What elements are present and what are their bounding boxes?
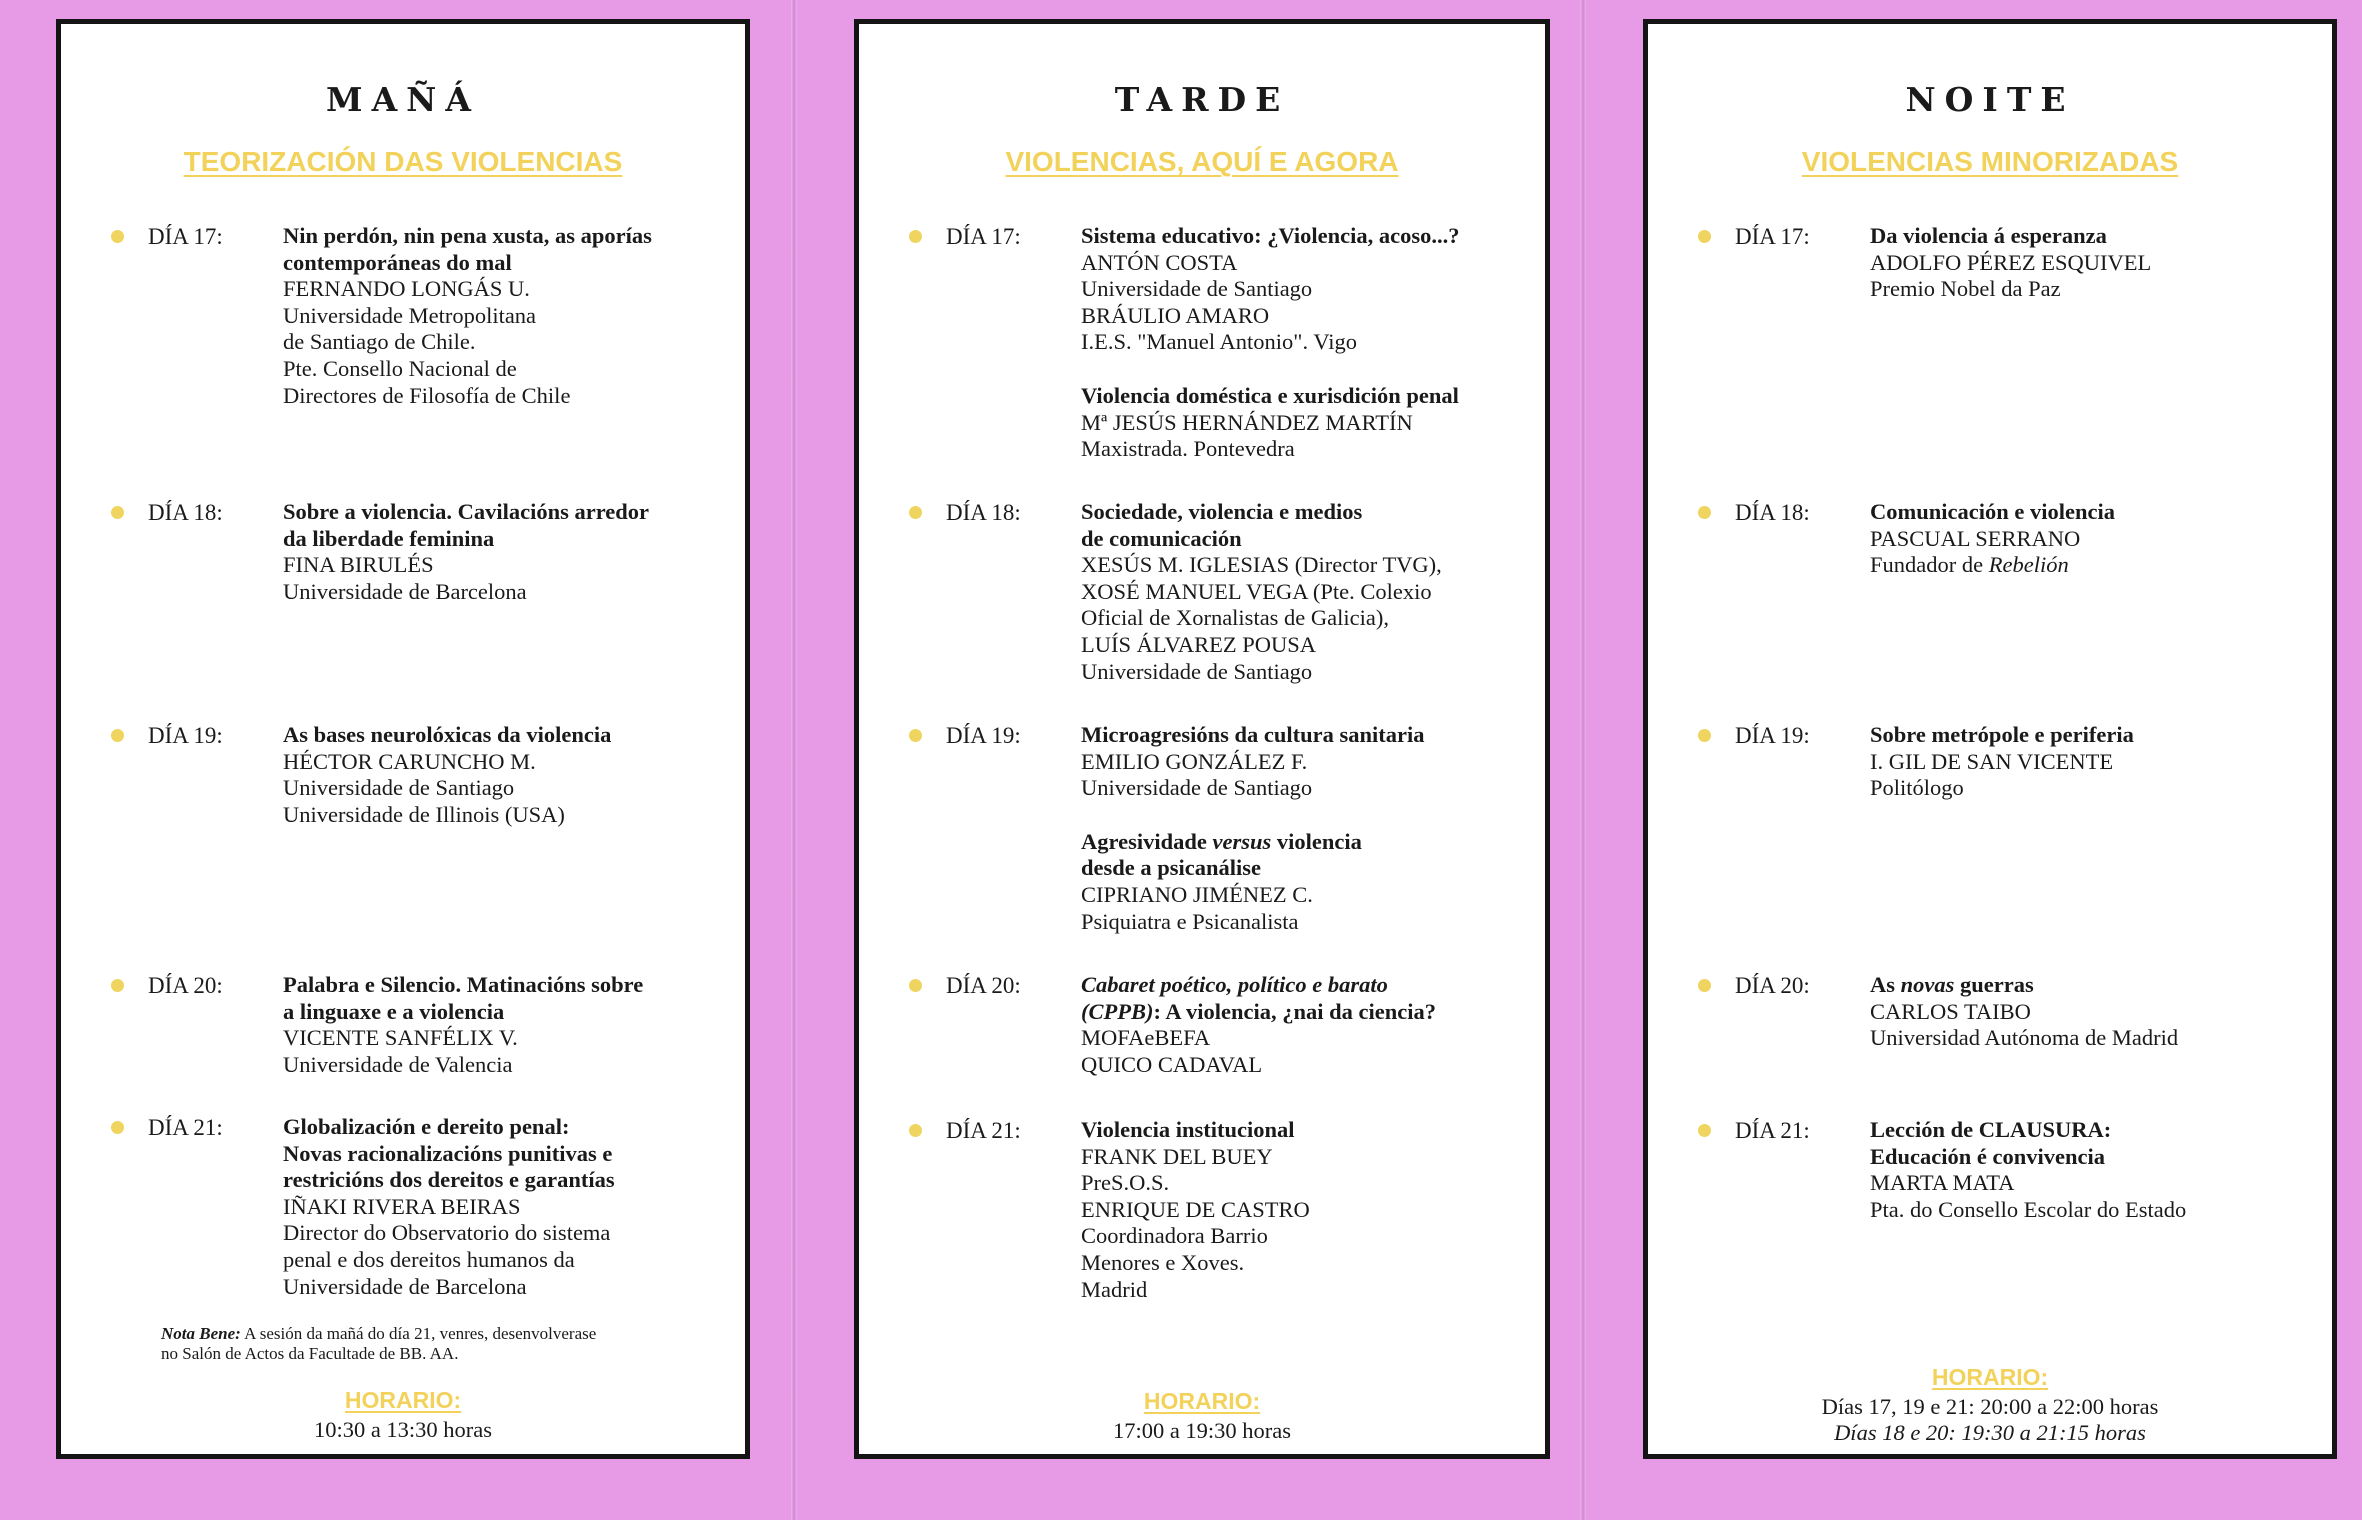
talk-line (1870, 972, 2312, 999)
talk-line-part: As (1870, 972, 1901, 997)
talk-line-part: : A violencia, ¿nai da ciencia? (1153, 998, 1437, 1024)
bullet-dot-icon (1698, 506, 1711, 519)
talk-title-line: Palabra e Silencio. Matinacións sobre (283, 972, 644, 997)
talk-line: I.E.S. "Manuel Antonio". Vigo (1081, 329, 1357, 355)
panel-title: NOITE (1905, 80, 2075, 119)
talk (1081, 722, 1525, 802)
talk-line: Mª JESÚS HERNÁNDEZ MARTÍN (1081, 409, 1413, 435)
talk-title-line: Da violencia á esperanza (1870, 223, 2107, 248)
talk-line: LUÍS ÁLVAREZ POUSA (1081, 631, 1317, 657)
talk-line: Menores e Xoves. (1081, 1249, 1245, 1275)
panel-subtitle: TEORIZACIÓN DAS VIOLENCIAS (183, 146, 623, 177)
panel-title: TARDE (1114, 80, 1290, 119)
talk-list (283, 972, 725, 1078)
horario-line: Días 17, 19 e 21: 20:00 a 22:00 horas (1821, 1394, 2159, 1419)
talk-title-line: restricións dos dereitos e garantías (283, 1167, 615, 1193)
nota-bene-label: Nota Bene: (161, 1324, 241, 1343)
talk-list (1870, 1117, 2312, 1223)
talk-line: Universidade de Santiago (1081, 775, 1313, 801)
bullet-dot-icon (111, 230, 124, 243)
talk-line: FINA BIRULÉS (283, 552, 434, 578)
panel-tarde (854, 19, 1550, 1459)
talk-line: MARTA MATA (1870, 1170, 2015, 1196)
talk (1081, 1117, 1525, 1303)
talk-line: Oficial de Xornalistas de Galicia), (1081, 605, 1390, 631)
talk-title-line: Violencia doméstica e xurisdición penal (1081, 382, 1459, 408)
bullet-dot-icon (909, 979, 922, 992)
talk-line (1870, 552, 2312, 579)
talk (283, 972, 725, 1078)
talk-title-line: Cabaret poético, político e barato (1081, 972, 1388, 997)
talk (1081, 829, 1525, 935)
day-label: DÍA 19: (1735, 723, 1810, 748)
talk (1081, 972, 1525, 1078)
talk (1870, 972, 2312, 1052)
talk-line: MOFAeBEFA (1081, 1025, 1211, 1051)
day-label: DÍA 20: (148, 973, 223, 998)
talk-title-line: Comunicación e violencia (1870, 499, 2115, 524)
day-label: DÍA 21: (1735, 1118, 1810, 1143)
panel-subtitle: VIOLENCIAS, AQUÍ E AGORA (1005, 146, 1399, 177)
bullet-dot-icon (111, 979, 124, 992)
talk-line: FRANK DEL BUEY (1081, 1143, 1273, 1169)
talk-line: Psiquiatra e Psicanalista (1081, 908, 1299, 934)
talk-line: PASCUAL SERRANO (1870, 525, 2081, 551)
talk (1870, 499, 2312, 579)
talk-line: Universidade de Illinois (USA) (283, 801, 565, 827)
bullet-dot-icon (1698, 230, 1711, 243)
day-label: DÍA 17: (148, 224, 223, 249)
talk-title-line: desde a psicanálise (1081, 855, 1262, 881)
bullet-dot-icon (909, 506, 922, 519)
bullet-dot-icon (1698, 1124, 1711, 1137)
talk-line: Madrid (1081, 1276, 1148, 1302)
talk-line: Universidade de Barcelona (283, 578, 527, 604)
bullet-dot-icon (909, 729, 922, 742)
talk-line: Universidade Metropolitana (283, 302, 537, 328)
bullet-dot-icon (111, 506, 124, 519)
talk-line: ADOLFO PÉREZ ESQUIVEL (1870, 249, 2152, 275)
horario-line: 10:30 a 13:30 horas (313, 1417, 493, 1442)
talk (1081, 499, 1525, 685)
talk (1081, 383, 1525, 463)
horario-title: HORARIO: (344, 1387, 462, 1413)
panel-subtitle: VIOLENCIAS MINORIZADAS (1801, 146, 2179, 177)
talk-line-part: novas (1900, 972, 1955, 997)
day-label: DÍA 21: (946, 1118, 1021, 1143)
talk-title-line: Microagresións da cultura sanitaria (1081, 722, 1425, 747)
day-label: DÍA 20: (946, 973, 1021, 998)
day-label: DÍA 18: (946, 500, 1021, 525)
talk-line: VICENTE SANFÉLIX V. (283, 1025, 518, 1051)
talk (1081, 223, 1525, 356)
talk (283, 1114, 725, 1300)
day-label: DÍA 18: (148, 500, 223, 525)
talk-title-line: Novas racionalizacións punitivas e (283, 1140, 613, 1166)
day-label: DÍA 19: (946, 723, 1021, 748)
talk-line: Directores de Filosofía de Chile (283, 382, 571, 408)
talk-title-line: Sistema educativo: ¿Violencia, acoso...? (1081, 223, 1460, 248)
talk-list (283, 722, 725, 828)
bullet-dot-icon (909, 1124, 922, 1137)
bullet-dot-icon (111, 729, 124, 742)
talk-line: QUICO CADAVAL (1081, 1051, 1263, 1077)
talk-line: Maxistrada. Pontevedra (1081, 436, 1295, 462)
nota-bene-line-1: A sesión da mañá do día 21, venres, desenvolverase (244, 1324, 597, 1343)
talk-line: BRÁULIO AMARO (1081, 302, 1270, 328)
nota-bene (161, 1324, 715, 1364)
bullet-dot-icon (1698, 979, 1711, 992)
talk-line: ANTÓN COSTA (1081, 249, 1238, 275)
talk-title-line: Violencia institucional (1081, 1117, 1295, 1142)
talk (1870, 1117, 2312, 1223)
talk-list (1870, 972, 2312, 1052)
day-label: DÍA 20: (1735, 973, 1810, 998)
talk-title-line: Lección de CLAUSURA: (1870, 1117, 2112, 1142)
talk-title-line: contemporáneas do mal (283, 249, 512, 275)
talk-line: Universidade de Santiago (1081, 276, 1313, 302)
talk-line (1081, 999, 1525, 1026)
talk-list (1081, 223, 1525, 463)
talk-line: EMILIO GONZÁLEZ F. (1081, 748, 1308, 774)
day-label: DÍA 19: (148, 723, 223, 748)
talk-line: Politólogo (1870, 775, 1964, 801)
panel-noite (1643, 19, 2337, 1459)
talk-list (283, 499, 725, 605)
talk-title-line: Educación é convivencia (1870, 1143, 2105, 1169)
talk-line-part: versus (1212, 828, 1272, 854)
talk (283, 223, 725, 409)
talk-line: Pta. do Consello Escolar do Estado (1870, 1196, 2187, 1222)
talk-list (1081, 499, 1525, 685)
bullet-dot-icon (1698, 729, 1711, 742)
talk-line: XESÚS M. IGLESIAS (Director TVG), (1081, 552, 1442, 578)
talk-list (283, 1114, 725, 1300)
talk-line-part: Agresividade (1081, 828, 1213, 854)
talk-line: Director do Observatorio do sistema (283, 1220, 611, 1246)
talk-line: CARLOS TAIBO (1870, 998, 2031, 1024)
talk-list (1081, 722, 1525, 935)
talk-line: Universidade de Barcelona (283, 1273, 527, 1299)
panel-title: MAÑÁ (326, 80, 480, 119)
talk-title-line: Sobre a violencia. Cavilacións arredor (283, 499, 650, 524)
day-label: DÍA 18: (1735, 500, 1810, 525)
talk-line: Universidade de Santiago (1081, 658, 1313, 684)
talk-line: penal e dos dereitos humanos da (283, 1246, 575, 1272)
talk-line: de Santiago de Chile. (283, 329, 476, 355)
talk-line: XOSÉ MANUEL VEGA (Pte. Colexio (1081, 578, 1432, 604)
horario-title: HORARIO: (1143, 1388, 1261, 1414)
talk-line: FERNANDO LONGÁS U. (283, 276, 530, 302)
talk-line: Universidad Autónoma de Madrid (1870, 1025, 2179, 1051)
talk-title-line: Sociedade, violencia e medios (1081, 499, 1363, 524)
horario-line: 17:00 a 19:30 horas (1112, 1418, 1292, 1443)
talk-line-part: (CPPB) (1081, 998, 1154, 1024)
horario-line: Días 18 e 20: 19:30 a 21:15 horas (1834, 1420, 2146, 1445)
talk-title-line: Globalización e dereito penal: (283, 1114, 570, 1139)
talk (283, 722, 725, 828)
talk-list (1081, 1117, 1525, 1303)
nota-bene-line-2: no Salón de Actos da Facultade de BB. AA. (161, 1344, 459, 1363)
talk (1870, 722, 2312, 802)
talk-line: HÉCTOR CARUNCHO M. (283, 748, 536, 774)
day-label: DÍA 17: (1735, 224, 1810, 249)
talk (1870, 223, 2312, 303)
panel-manha (56, 19, 750, 1459)
talk-line: Premio Nobel da Paz (1870, 276, 2061, 302)
day-label: DÍA 17: (946, 224, 1021, 249)
talk-line: PreS.O.S. (1081, 1170, 1170, 1196)
talk-line: Universidade de Valencia (283, 1051, 513, 1077)
day-label: DÍA 21: (148, 1115, 223, 1140)
talk-line-part: violencia (1271, 828, 1362, 854)
talk-line: IÑAKI RIVERA BEIRAS (283, 1193, 521, 1219)
talk-list (1870, 223, 2312, 303)
talk-line: Coordinadora Barrio (1081, 1223, 1268, 1249)
talk-line: CIPRIANO JIMÉNEZ C. (1081, 881, 1313, 907)
bullet-dot-icon (909, 230, 922, 243)
talk-list (1870, 499, 2312, 579)
talk-line: Universidade de Santiago (283, 775, 515, 801)
talk-line: Pte. Consello Nacional de (283, 355, 517, 381)
talk-line-part: Rebelión (1988, 552, 2069, 578)
talk-line-part: Fundador de (1870, 552, 1989, 578)
talk-title-line: a linguaxe e a violencia (283, 998, 505, 1024)
talk-list (1870, 722, 2312, 802)
talk-title-line: da liberdade feminina (283, 525, 495, 551)
talk-line (1081, 829, 1525, 856)
talk-title-line: Nin perdón, nin pena xusta, as aporías (283, 223, 652, 248)
talk-title-line: Sobre metrópole e periferia (1870, 722, 2134, 747)
talk-list (283, 223, 725, 409)
talk-line-part: guerras (1954, 972, 2034, 997)
talk-list (1081, 972, 1525, 1078)
horario-title: HORARIO: (1931, 1364, 2049, 1390)
talk-line: I. GIL DE SAN VICENTE (1870, 748, 2114, 774)
talk-line: ENRIQUE DE CASTRO (1081, 1196, 1310, 1222)
talk-title-line: As bases neurolóxicas da violencia (283, 722, 612, 747)
talk (283, 499, 725, 605)
talk-title-line: de comunicación (1081, 525, 1242, 551)
bullet-dot-icon (111, 1121, 124, 1134)
